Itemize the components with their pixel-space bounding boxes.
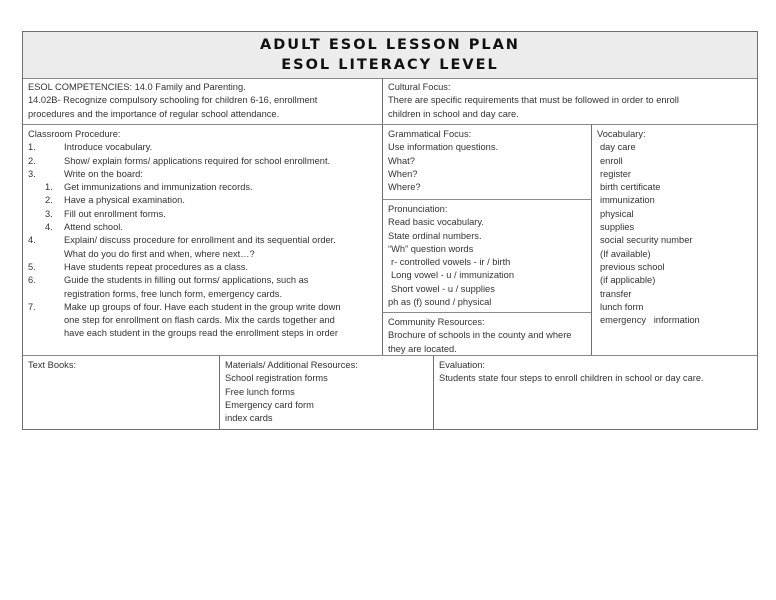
pronunciation-heading: Pronunciation: <box>388 204 448 214</box>
procedure-step <box>28 234 382 247</box>
grammatical-focus-cell <box>382 124 591 199</box>
lesson-plan-table <box>22 31 758 430</box>
step-number: 7. <box>28 301 36 312</box>
cultural-focus-cell <box>382 78 757 124</box>
vocabulary-item: lunch form <box>600 301 644 312</box>
grammatical-focus-line: Use information questions. <box>388 142 499 153</box>
substep-number: 1. <box>45 182 53 193</box>
cultural-focus-heading: Cultural Focus: <box>388 82 451 92</box>
pronunciation-line: r- controlled vowels - ir / birth <box>391 257 511 268</box>
vocabulary-item: (If available) <box>600 248 651 259</box>
vocabulary-item: emergency information <box>600 315 700 326</box>
procedure-substep <box>28 194 382 207</box>
procedure-step <box>28 155 382 168</box>
community-resources-heading: Community Resources: <box>388 317 485 327</box>
substep-number: 2. <box>45 195 53 206</box>
community-resources-line: Brochure of schools in the county and where <box>388 330 572 341</box>
procedure-substep <box>28 208 382 221</box>
vocabulary-item: social security number <box>600 235 693 246</box>
competencies-line: procedures and the importance of regular school attendance. <box>28 108 280 119</box>
materials-heading: Materials/ Additional Resources: <box>225 360 358 370</box>
step-continuation: What do you do first and when, where next…? <box>64 248 255 259</box>
step-text: Write on the board: <box>64 168 143 179</box>
pronunciation-cell <box>382 199 591 312</box>
vocabulary-item: (if applicable) <box>600 275 656 286</box>
vocabulary-item: immunization <box>600 195 655 206</box>
competencies-line: ESOL COMPETENCIES: 14.0 Family and Parenting. <box>28 82 246 92</box>
text-books-cell <box>23 355 219 429</box>
substep-number: 4. <box>45 222 53 233</box>
step-number: 1. <box>28 142 36 153</box>
procedure-substep <box>28 221 382 234</box>
classroom-procedure-heading: Classroom Procedure: <box>28 129 121 139</box>
community-resources-cell <box>382 312 591 355</box>
materials-item: index cards <box>225 413 273 424</box>
grammatical-focus-line: What? <box>388 155 415 166</box>
step-text: Explain/ discuss procedure for enrollment and its sequential order. <box>64 235 336 246</box>
vocabulary-item: previous school <box>600 261 665 272</box>
step-number: 5. <box>28 261 36 272</box>
step-number: 3. <box>28 168 36 179</box>
substep-text: Fill out enrollment forms. <box>64 208 166 219</box>
title-band <box>23 32 757 79</box>
step-text: Make up groups of four. Have each student in the group write down <box>64 301 341 312</box>
procedure-step <box>28 168 382 181</box>
cultural-focus-line: children in school and day care. <box>388 108 519 119</box>
text-books-heading: Text Books: <box>28 360 77 370</box>
page-subtitle: ESOL LITERACY LEVEL <box>281 57 499 73</box>
classroom-procedure-cell <box>23 124 382 355</box>
step-continuation: one step for enrollment on flash cards. Mix the cards together and <box>64 315 335 326</box>
procedure-step <box>28 261 382 274</box>
vocabulary-heading: Vocabulary: <box>597 129 646 139</box>
pronunciation-line: ph as (f) sound / physical <box>388 297 492 308</box>
procedure-step <box>28 141 382 154</box>
materials-cell <box>219 355 433 429</box>
step-continuation: have each student in the groups read the enrollment steps in order <box>64 328 338 339</box>
step-number: 4. <box>28 235 36 246</box>
procedure-step <box>28 274 382 287</box>
vocabulary-item: physical <box>600 208 634 219</box>
step-text: Introduce vocabulary. <box>64 142 153 153</box>
grammatical-focus-heading: Grammatical Focus: <box>388 129 472 139</box>
vocabulary-item: day care <box>600 142 636 153</box>
materials-item: Emergency card form <box>225 399 314 410</box>
substep-number: 3. <box>45 208 53 219</box>
vocabulary-item: transfer <box>600 288 632 299</box>
substep-text: Have a physical examination. <box>64 195 185 206</box>
pronunciation-line: “Wh” question words <box>388 243 474 254</box>
vocabulary-item: birth certificate <box>600 182 661 193</box>
step-text: Have students repeat procedures as a class. <box>64 261 248 272</box>
page-title: ADULT ESOL LESSON PLAN <box>260 37 520 53</box>
procedure-step <box>28 301 382 314</box>
vocabulary-item: supplies <box>600 222 635 233</box>
evaluation-heading: Evaluation: <box>439 360 485 370</box>
cultural-focus-line: There are specific requirements that must be followed in order to enroll <box>388 95 679 106</box>
vocabulary-item: register <box>600 168 632 179</box>
grammatical-focus-line: Where? <box>388 182 421 193</box>
pronunciation-line: State ordinal numbers. <box>388 230 482 241</box>
grammatical-focus-line: When? <box>388 168 418 179</box>
step-text: Guide the students in filling out forms/ applications, such as <box>64 275 309 286</box>
step-text: Show/ explain forms/ applications required for school enrollment. <box>64 155 331 166</box>
step-continuation: registration forms, free lunch form, emergency cards. <box>64 288 283 299</box>
competencies-line: 14.02B- Recognize compulsory schooling for children 6-16, enrollment <box>28 95 318 106</box>
step-number: 6. <box>28 275 36 286</box>
pronunciation-line: Short vowel - u / supplies <box>391 283 495 294</box>
vocabulary-item: enroll <box>600 155 623 166</box>
materials-item: Free lunch forms <box>225 386 295 397</box>
pronunciation-line: Long vowel - u / immunization <box>391 270 514 281</box>
substep-text: Get immunizations and immunization records. <box>64 182 253 193</box>
step-number: 2. <box>28 155 36 166</box>
substep-text: Attend school. <box>64 222 123 233</box>
evaluation-cell <box>433 355 757 429</box>
procedure-substep <box>28 181 382 194</box>
community-resources-line: they are located. <box>388 343 457 354</box>
competencies-cell <box>23 78 382 124</box>
pronunciation-line: Read basic vocabulary. <box>388 217 484 228</box>
evaluation-line: Students state four steps to enroll children in school or day care. <box>439 373 704 384</box>
vocabulary-cell <box>591 124 757 355</box>
materials-item: School registration forms <box>225 373 328 384</box>
